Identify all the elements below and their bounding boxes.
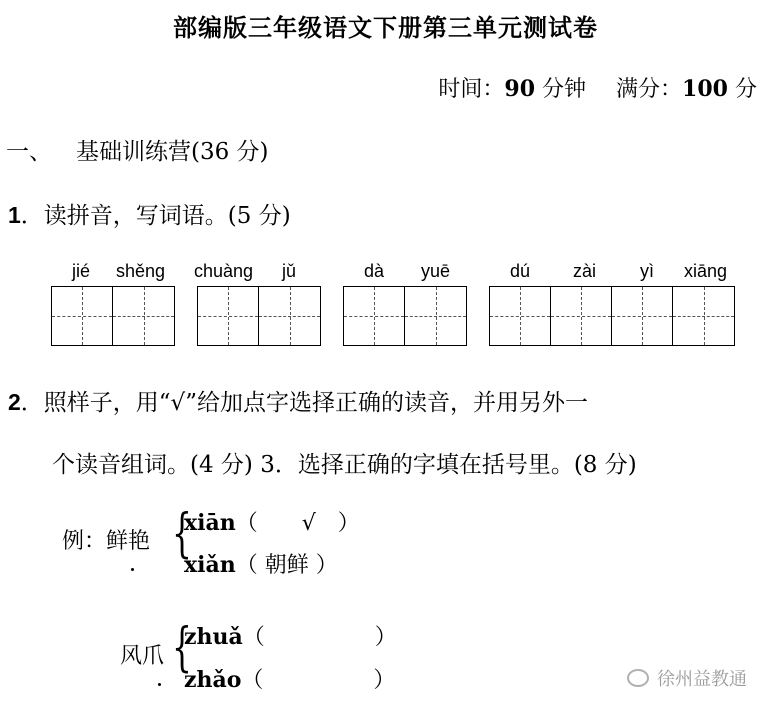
time-value: 90	[504, 76, 536, 102]
example-option-2-answer: （ 朝鲜 ）	[235, 553, 338, 578]
question-2-line2: 个读音组词。(4 分) 3．选择正确的字填在括号里。(8 分)	[52, 452, 637, 478]
pinyin-label: dú	[510, 261, 531, 281]
watermark	[627, 665, 747, 691]
section-number: 一、	[6, 139, 52, 165]
writing-cell[interactable]	[113, 287, 174, 345]
example-option-2-pinyin: xiǎn	[184, 552, 236, 578]
question-2-number: 2	[8, 389, 21, 415]
question-1-text: ．读拼音，写词语。(5 分)	[20, 203, 291, 229]
writing-grid[interactable]	[489, 286, 735, 346]
writing-cell[interactable]	[52, 287, 113, 345]
wechat-icon	[627, 669, 649, 687]
watermark-text: 徐州益教通	[657, 669, 747, 690]
example-option-1	[184, 506, 360, 537]
brace-icon: {	[172, 504, 192, 564]
option-1-answer-blank[interactable]: （ ）	[242, 625, 397, 650]
pinyin-label: jǔ	[282, 261, 297, 281]
pinyin-label: jié	[72, 261, 91, 281]
writing-cell[interactable]	[198, 287, 259, 345]
example-option-2	[184, 548, 338, 579]
pinyin-label: xiāng	[684, 261, 728, 281]
pinyin-label: yuē	[421, 261, 451, 281]
question-2-line1: ．照样子，用“√”给加点字选择正确的读音，并用另外一	[20, 390, 588, 416]
writing-cell[interactable]	[551, 287, 612, 345]
writing-cell[interactable]	[490, 287, 551, 345]
pinyin-label: yì	[640, 261, 655, 281]
brace-icon: {	[172, 618, 192, 678]
score-value: 100	[682, 76, 728, 102]
question-word: 风爪	[120, 644, 165, 669]
exam-meta	[438, 72, 757, 103]
time-unit: 分钟	[542, 77, 587, 102]
pinyin-label: dà	[364, 261, 385, 281]
example-option-1-pinyin: xiān	[184, 510, 236, 536]
writing-grid[interactable]	[343, 286, 467, 346]
section-heading	[6, 133, 269, 166]
option-2-answer-blank[interactable]: （ ）	[241, 668, 396, 693]
writing-cell[interactable]	[673, 287, 734, 345]
writing-cell[interactable]	[344, 287, 405, 345]
option-2	[184, 663, 395, 694]
pinyin-label: shěng	[116, 261, 166, 281]
score-label: 满分：	[616, 77, 683, 102]
writing-cell[interactable]	[259, 287, 320, 345]
pinyin-label: chuàng	[194, 261, 254, 281]
question-2	[8, 384, 588, 417]
page-title: 部编版三年级语文下册第三单元测试卷	[173, 13, 598, 42]
writing-grid[interactable]	[51, 286, 175, 346]
option-2-pinyin: zhǎo	[184, 667, 242, 693]
time-label: 时间：	[438, 77, 505, 102]
option-1	[184, 620, 397, 651]
section-title: 基础训练营(36 分)	[76, 139, 269, 165]
score-unit: 分	[734, 77, 757, 102]
pinyin-label: zài	[573, 261, 597, 281]
question-1-number: 1	[8, 202, 21, 228]
writing-grid[interactable]	[197, 286, 321, 346]
option-1-pinyin: zhuǎ	[184, 624, 243, 650]
question-1	[8, 197, 291, 230]
example-option-1-answer: （ √ ）	[235, 511, 360, 536]
writing-cell[interactable]	[612, 287, 673, 345]
emphasis-dot	[158, 683, 161, 686]
example-word: 例：鲜艳	[62, 529, 151, 554]
writing-cell[interactable]	[405, 287, 466, 345]
emphasis-dot	[131, 568, 134, 571]
